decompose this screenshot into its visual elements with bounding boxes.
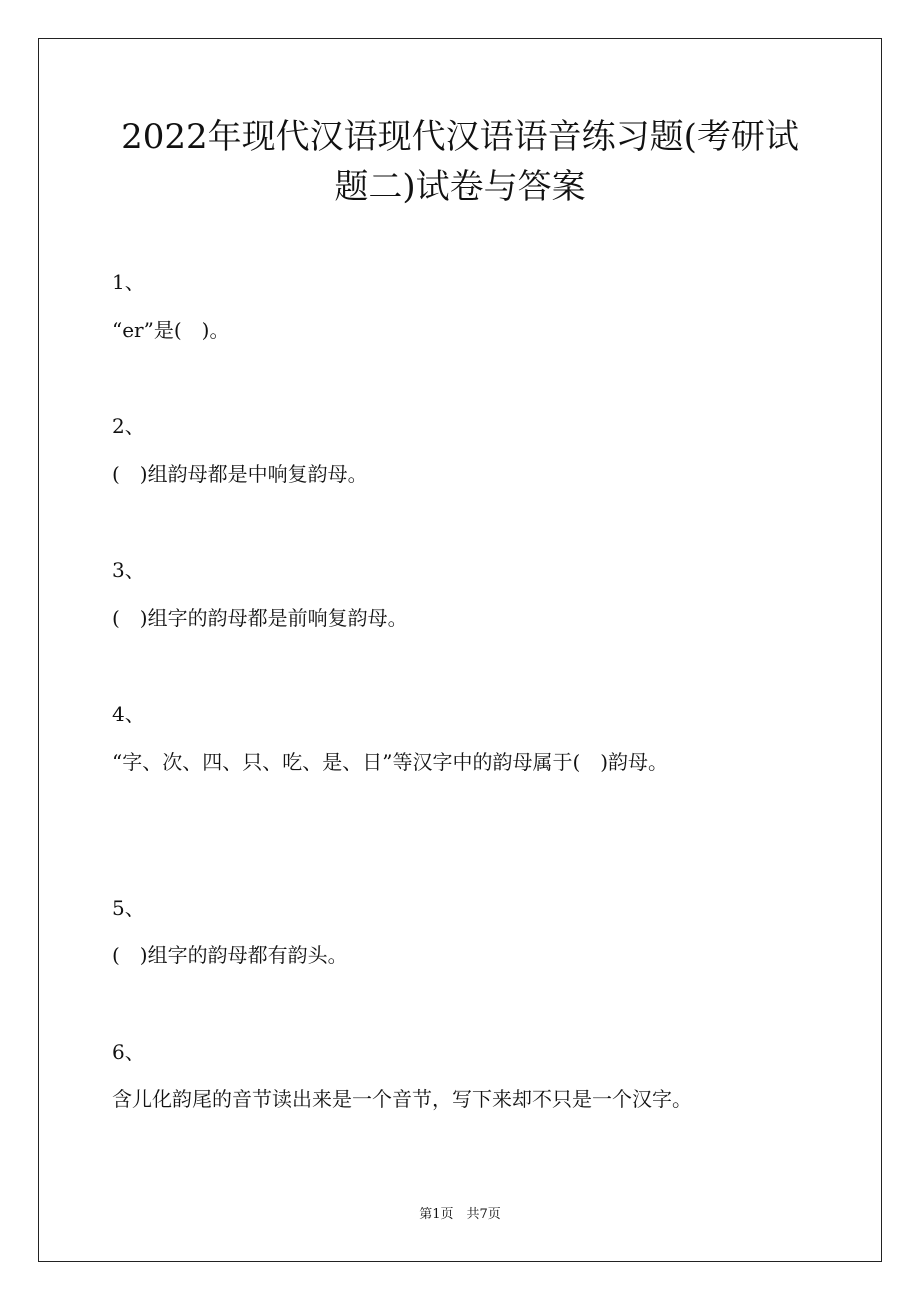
question-4-text: “字、次、四、只、吃、是、日”等汉字中的韵母属于( )韵母。 <box>112 750 669 774</box>
question-4-number: 4、 <box>112 702 145 726</box>
question-6-number: 6、 <box>112 1040 145 1064</box>
page-border <box>38 38 882 1262</box>
question-3-text: ( )组字的韵母都是前响复韵母。 <box>112 606 408 630</box>
question-5-number: 5、 <box>112 896 145 920</box>
question-1-number: 1、 <box>112 270 145 294</box>
question-1-text: “er”是( )。 <box>112 318 230 342</box>
page-footer: 第1页 共7页 <box>419 1207 501 1222</box>
question-2-text: ( )组韵母都是中响复韵母。 <box>112 462 368 486</box>
question-6-text: 含儿化韵尾的音节读出来是一个音节，写下来却不只是一个汉字。 <box>112 1087 692 1111</box>
question-2-number: 2、 <box>112 414 145 438</box>
title-line-2: 题二)试卷与答案 <box>334 167 586 207</box>
question-3-number: 3、 <box>112 558 145 582</box>
question-5-text: ( )组字的韵母都有韵头。 <box>112 943 348 967</box>
document-title <box>80 112 840 212</box>
title-line-1: 2022年现代汉语现代汉语语音练习题(考研试 <box>121 117 799 157</box>
